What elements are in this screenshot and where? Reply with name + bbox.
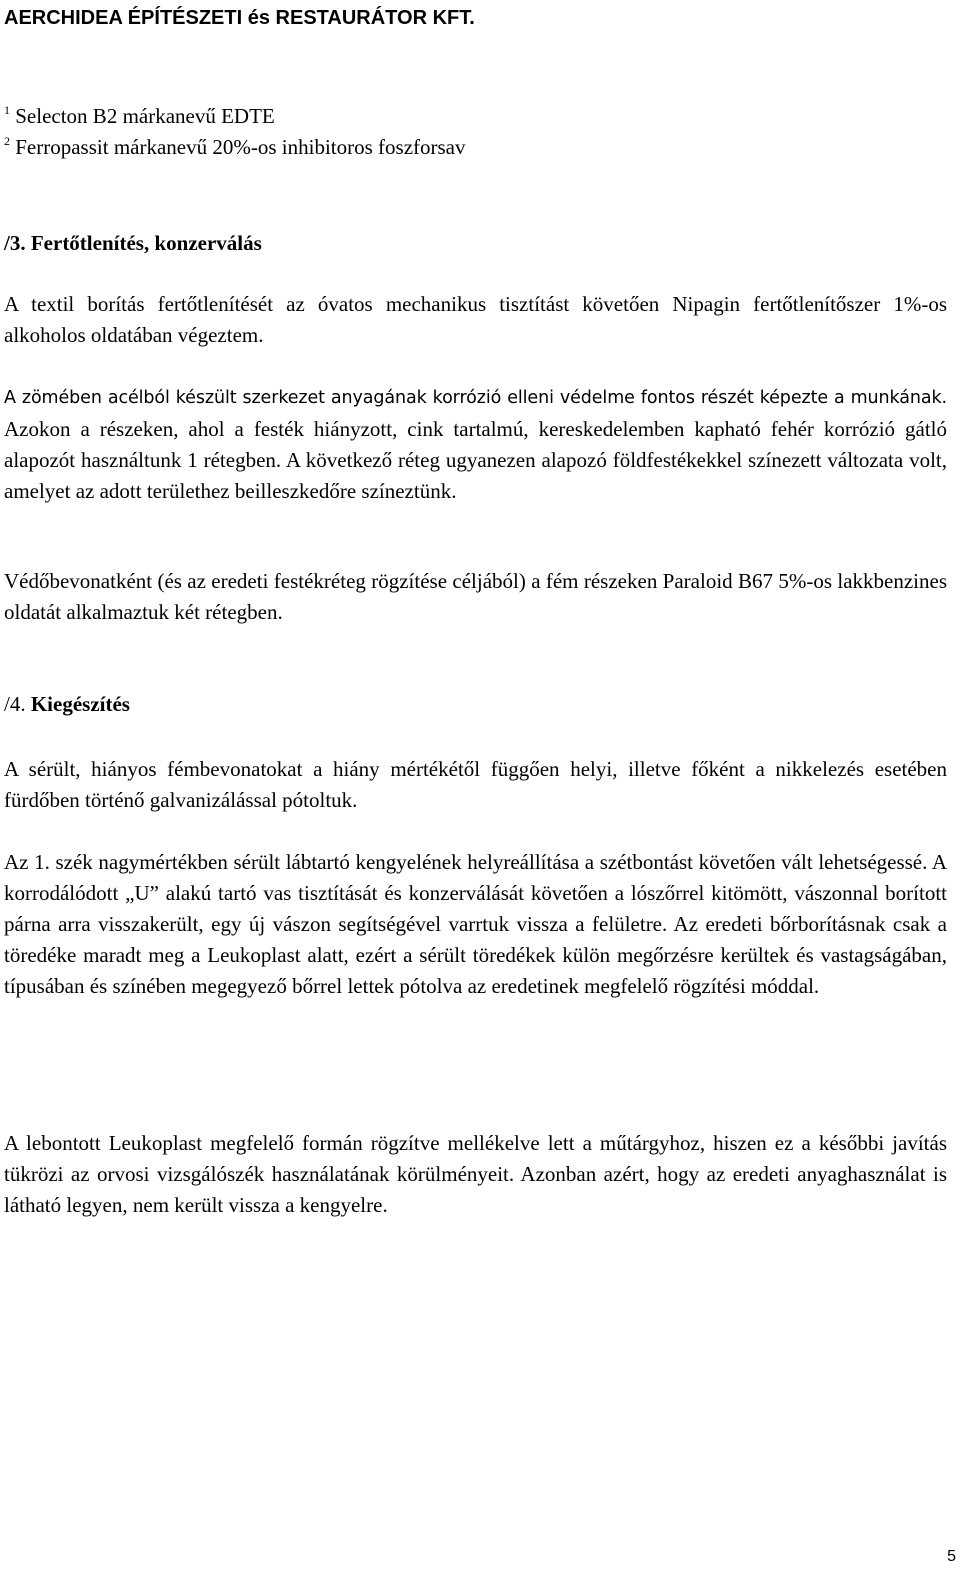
section-4-title: Kiegészítés: [30, 692, 130, 716]
section-4-paragraph-3: A lebontott Leukoplast megfelelő formán rögzítve mellékelve lett a műtárgyhoz, hiszen ez a későbbi javítás tükrözi az orvosi vizsgálószék használatának körülményeit. Azonban azért, hogy az eredeti anyaghasználat is látható legyen, nem került vissza a kengyelre.: [4, 1131, 947, 1217]
company-header: AERCHIDEA ÉPÍTÉSZETI és RESTAURÁTOR KFT.: [4, 7, 475, 29]
section-3-title: Fertőtlenítés, konzerválás: [30, 231, 262, 255]
footnote-2-number: 2: [4, 134, 10, 148]
section-3-paragraph-2-rest: Azokon a részeken, ahol a festék hiányzott, cink tartalmú, kereskedelemben kapható fehér korrózió gátló alapozót használtunk 1 rétegben. A következő réteg ugyanezen alapozó földfestékekkel színezett változata volt, amelyet az adott területhez beilleszkedőre színeztünk.: [4, 417, 947, 503]
section-4-prefix: /4.: [4, 692, 31, 716]
page-number: 5: [947, 1548, 956, 1565]
footnote-1-text: Selecton B2 márkanevű EDTE: [10, 104, 275, 128]
section-4-heading: [4, 689, 130, 720]
section-4-paragraph-2: Az 1. szék nagymértékben sérült lábtartó kengyelének helyreállítása a szétbontást követően vált lehetségessé. A korrodálódott „U” alakú tartó vas tisztítását és konzerválását követően a lószőrrel kitömött, vászonnal borított párna arra visszakerült, egy új vászon segítségével varrtuk vissza a felületre. Az eredeti bőrborításnak csak a töredéke maradt meg a Leukoplast alatt, ezért a sérült töredékek külön megőrzésre kerültek és vastagságában, típusában és színében megegyező bőrrel lettek pótolva az eredetinek megfelelő rögzítési móddal.: [4, 850, 947, 998]
footnote-2-text: Ferropassit márkanevű 20%-os inhibitoros foszforsav: [10, 135, 466, 159]
section-4-paragraph-1: A sérült, hiányos fémbevonatokat a hiány mértékétől függően helyi, illetve főként a nikkelezés esetében fürdőben történő galvanizálással pótoltuk.: [4, 757, 947, 812]
section-3-heading: [4, 228, 262, 259]
footnote-2: [4, 132, 944, 163]
footnote-1-number: 1: [4, 103, 10, 117]
footnote-1: [4, 101, 944, 132]
section-3-paragraph-2-sans: A zömében acélból készült szerkezet anyagának korrózió elleni védelme fontos részét képezte a munkának.: [4, 388, 947, 408]
section-3-paragraph-1: A textil borítás fertőtlenítését az óvatos mechanikus tisztítást követően Nipagin fertőtlenítőszer 1%-os alkoholos oldatában végeztem.: [4, 292, 947, 347]
section-3-prefix: /3.: [4, 231, 31, 255]
section-3-paragraph-2: [4, 381, 947, 507]
section-3-paragraph-3: Védőbevonatként (és az eredeti festékréteg rögzítése céljából) a fém részeken Paraloid B67 5%-os lakkbenzines oldatát alkalmaztuk két rétegben.: [4, 569, 947, 624]
